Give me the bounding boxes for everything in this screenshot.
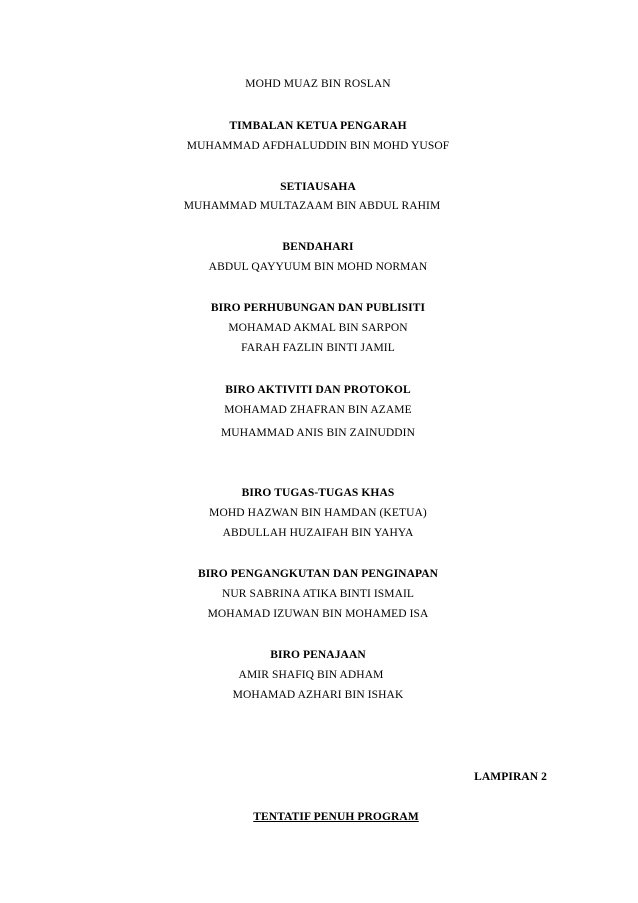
name-line: MOHD HAZWAN BIN HAMDAN (KETUA) — [209, 507, 427, 519]
name-line: MUHAMMAD AFDHALUDDIN BIN MOHD YUSOF — [186, 140, 450, 152]
name-line: ABDUL QAYYUUM BIN MOHD NORMAN — [208, 261, 428, 273]
section-heading: BIRO PENAJAAN — [270, 649, 366, 661]
name-line: MOHAMAD AZHARI BIN ISHAK — [232, 689, 404, 701]
program-title: TENTATIF PENUH PROGRAM — [253, 811, 419, 823]
section-heading: BIRO PENGANGKUTAN DAN PENGINAPAN — [197, 568, 439, 580]
name-line: FARAH FAZLIN BINTI JAMIL — [241, 342, 395, 354]
section-heading: BIRO AKTIVITI DAN PROTOKOL — [225, 384, 411, 396]
name-line: AMIR SHAFIQ BIN ADHAM — [238, 669, 384, 681]
name-line: MUHAMMAD MULTAZAAM BIN ABDUL RAHIM — [183, 200, 441, 212]
section-heading: TIMBALAN KETUA PENGARAH — [229, 120, 407, 132]
section-heading: BENDAHARI — [282, 241, 354, 253]
name-line: NUR SABRINA ATIKA BINTI ISMAIL — [221, 588, 415, 600]
name-line: ABDULLAH HUZAIFAH BIN YAHYA — [222, 527, 414, 539]
section-heading: BIRO PERHUBUNGAN DAN PUBLISITI — [210, 302, 426, 314]
appendix-label: LAMPIRAN 2 — [474, 771, 547, 783]
name-line: MOHAMAD AKMAL BIN SARPON — [228, 322, 408, 334]
name-line: MOHAMAD ZHAFRAN BIN AZAME — [224, 404, 412, 416]
section-heading: BIRO TUGAS-TUGAS KHAS — [241, 487, 395, 499]
name-line: MOHAMAD IZUWAN BIN MOHAMED ISA — [207, 608, 429, 620]
name-line: MUHAMMAD ANIS BIN ZAINUDDIN — [220, 427, 416, 439]
section-heading: SETIAUSAHA — [280, 181, 356, 193]
name-line: MOHD MUAZ BIN ROSLAN — [245, 78, 391, 90]
